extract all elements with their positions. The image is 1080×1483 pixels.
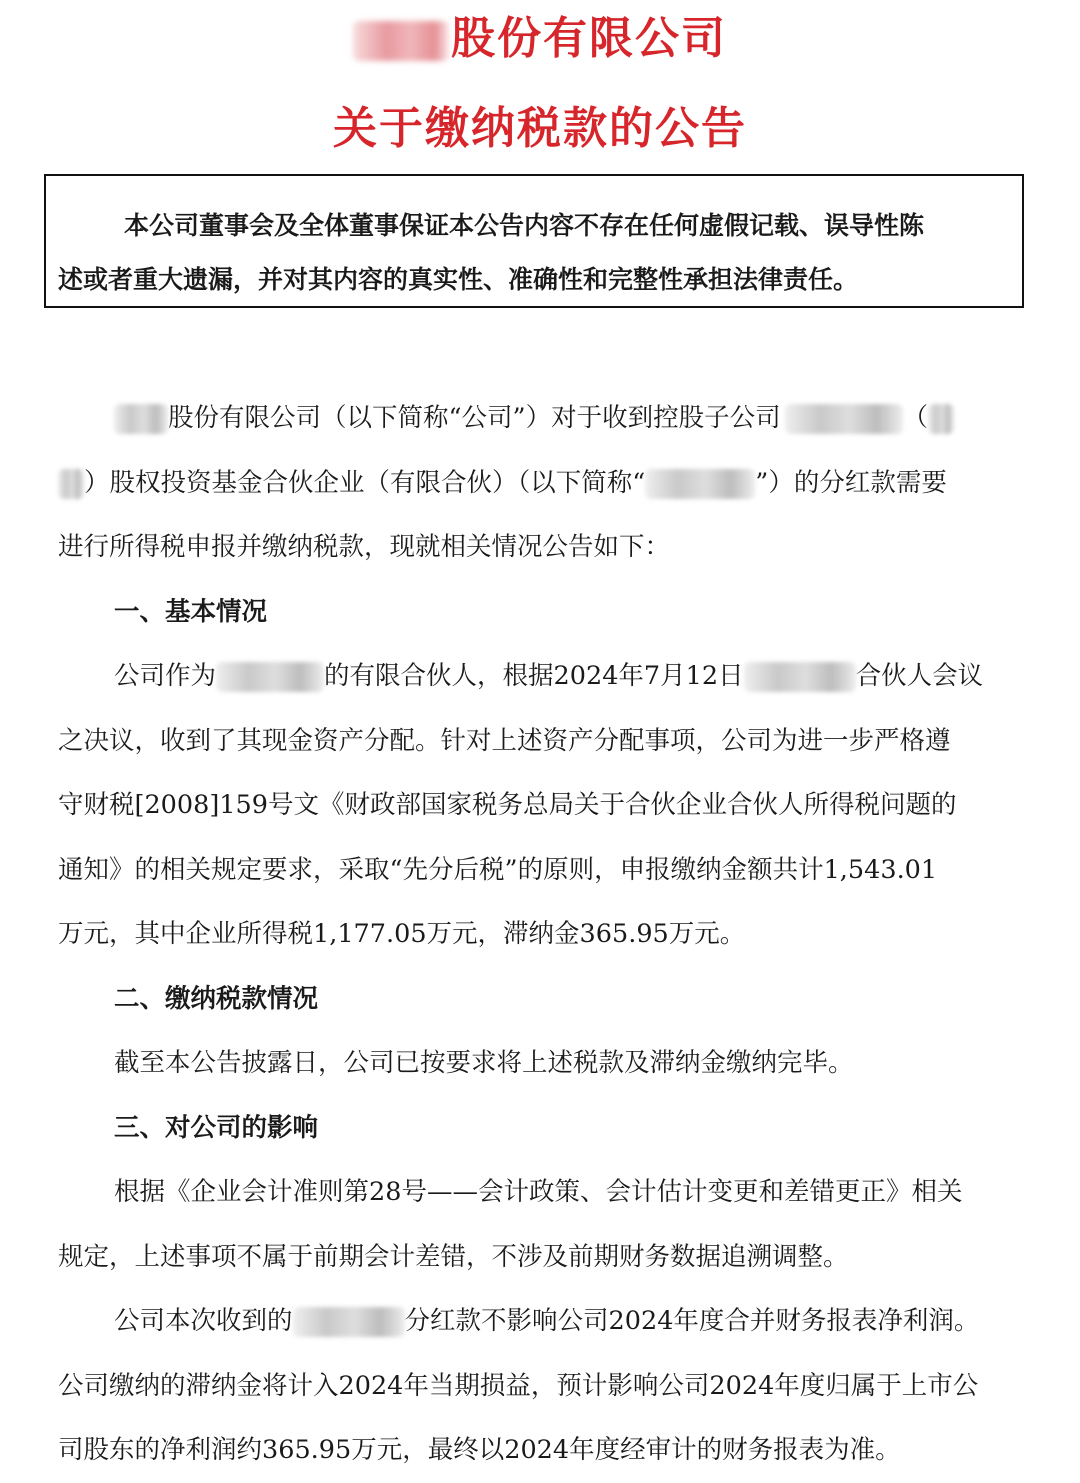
- redacted-region-2: [58, 469, 84, 499]
- section-3-p2-line-1: [58, 1289, 1018, 1354]
- redacted-subsidiary-name: [785, 404, 903, 434]
- redacted-company-short-name: [114, 404, 168, 434]
- redacted-region: [928, 404, 954, 434]
- intro-text-2a: ）股权投资基金合伙企业（有限合伙）（以下简称“: [84, 467, 646, 498]
- section-2-line-1: 截至本公告披露日，公司已按要求将上述税款及滞纳金缴纳完毕。: [114, 1048, 854, 1078]
- section-1-heading: 一、基本情况: [114, 596, 268, 627]
- section-3-p1-line-2: 规定，上述事项不属于前期会计差错，不涉及前期财务数据追溯调整。: [58, 1241, 849, 1272]
- section-3-p2-line-2: 公司缴纳的滞纳金将计入2024年当期损益，预计影响公司2024年度归属于上市公: [58, 1370, 979, 1401]
- intro-text-1a: 股份有限公司（以下简称“公司”）对于收到控股子公司: [168, 403, 781, 433]
- announcement-title: 关于缴纳税款的公告: [333, 103, 747, 154]
- announcement-body: [58, 386, 1018, 1483]
- section-3-p2-line-3: 司股东的净利润约365.95万元，最终以2024年度经审计的财务报表为准。: [58, 1435, 901, 1465]
- section-1-line-5: 万元，其中企业所得税1,177.05万元，滞纳金365.95万元。: [58, 919, 746, 949]
- section-2-heading: 二、缴纳税款情况: [114, 983, 319, 1014]
- disclaimer-line-1: 本公司董事会及全体董事保证本公告内容不存在任何虚假记载、误导性陈: [124, 211, 925, 240]
- section-1-line-1: [58, 644, 1018, 709]
- redacted-company-name: [353, 21, 449, 61]
- section-1-line-3: 守财税[2008]159号文《财政部国家税务总局关于合伙企业合伙人所得税问题的: [58, 790, 957, 820]
- intro-line-1: [58, 386, 1018, 451]
- intro-text-1b: （: [902, 403, 929, 433]
- intro-text-2b: ”）的分红款需要: [755, 467, 947, 498]
- company-suffix: 股份有限公司: [451, 13, 727, 64]
- company-name-title: [0, 2, 1080, 66]
- redacted-fund-short-name: [645, 469, 755, 499]
- s1-text-1b: 的有限合伙人，根据2024年7月12日: [324, 661, 744, 691]
- s1-text-1a: 公司作为: [114, 661, 217, 691]
- intro-line-2: [58, 451, 1018, 516]
- section-1-line-4: 通知》的相关规定要求，采取“先分后税”的原则，申报缴纳金额共计1,543.01: [58, 854, 938, 885]
- section-1-paragraph: [58, 644, 1018, 967]
- redacted-fund-name-2: [744, 662, 856, 692]
- section-3-p1-line-1: 根据《企业会计准则第28号——会计政策、会计估计变更和差错更正》相关: [114, 1177, 963, 1207]
- s3-text-1b: 分红款不影响公司2024年度合并财务报表净利润。: [404, 1306, 980, 1336]
- section-1-line-2: 之决议，收到了其现金资产分配。针对上述资产分配事项，公司为进一步严格遵: [58, 725, 951, 756]
- section-3-paragraph-1: [58, 1160, 1018, 1289]
- section-3-paragraph-2: [58, 1289, 1018, 1483]
- disclaimer-line-2: 述或者重大遗漏，并对其内容的真实性、准确性和完整性承担法律责任。: [58, 265, 859, 294]
- disclaimer-box: [44, 174, 1024, 308]
- s3-text-1a: 公司本次收到的: [114, 1306, 293, 1336]
- s1-text-1c: 合伙人会议: [855, 661, 984, 691]
- section-3-heading: 三、对公司的影响: [114, 1112, 319, 1143]
- intro-paragraph: [58, 386, 1018, 580]
- intro-line-3: 进行所得税申报并缴纳税款，现就相关情况公告如下：: [58, 532, 671, 562]
- redacted-fund-name: [216, 662, 324, 692]
- section-2-paragraph: [58, 1031, 1018, 1096]
- redacted-fund-name-3: [293, 1307, 405, 1337]
